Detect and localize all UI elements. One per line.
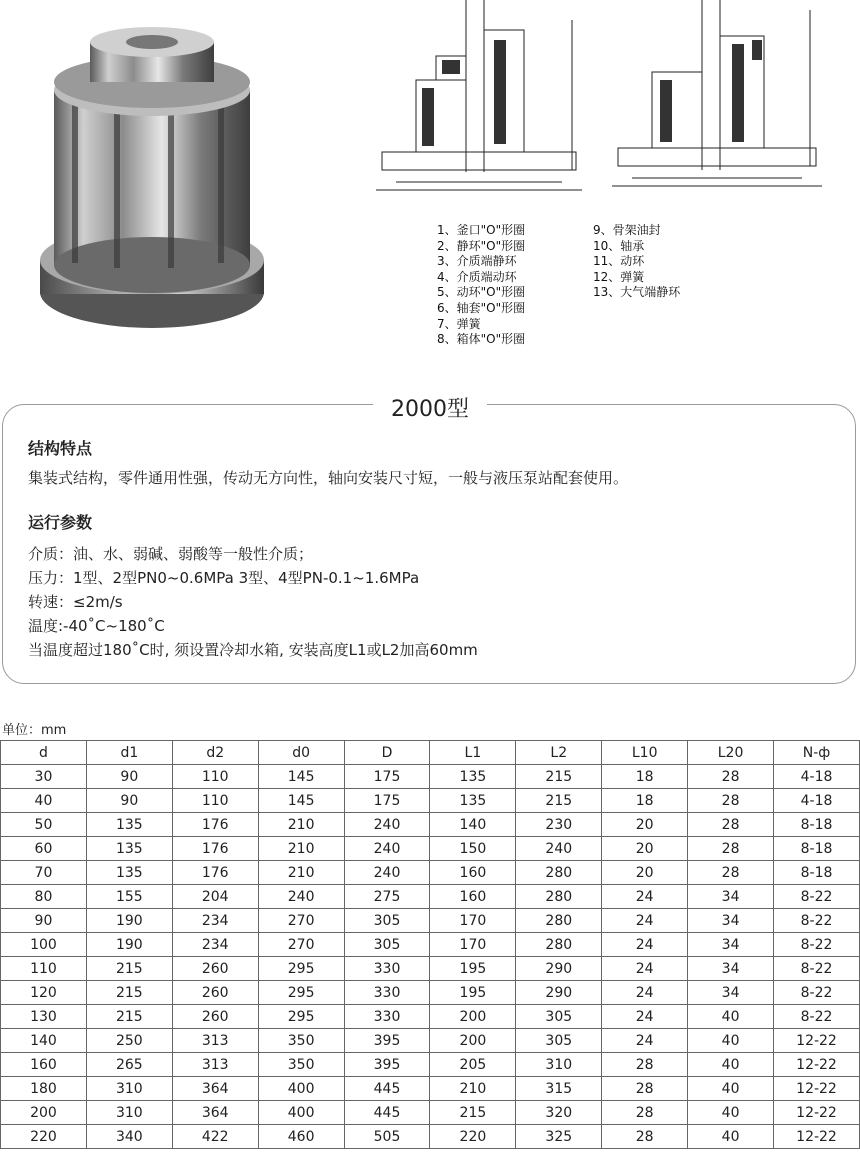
- table-cell: 4-18: [774, 765, 860, 789]
- table-cell: 210: [430, 1077, 516, 1101]
- table-cell: 28: [602, 1077, 688, 1101]
- table-cell: 34: [688, 957, 774, 981]
- column-header: d1: [86, 741, 172, 765]
- table-cell: 350: [258, 1029, 344, 1053]
- table-cell: 8-22: [774, 981, 860, 1005]
- table-cell: 340: [86, 1125, 172, 1149]
- table-cell: 215: [86, 1005, 172, 1029]
- table-cell: 90: [86, 789, 172, 813]
- table-cell: 4-18: [774, 789, 860, 813]
- param-line: 介质：油、水、弱碱、弱酸等一般性介质；: [28, 545, 314, 563]
- legend-item: 7、弹簧: [437, 316, 481, 331]
- legend-item: 3、介质端静环: [437, 254, 517, 269]
- table-cell: 275: [344, 885, 430, 909]
- table-cell: 28: [688, 765, 774, 789]
- table-cell: 130: [1, 1005, 87, 1029]
- table-cell: 270: [258, 909, 344, 933]
- table-cell: 176: [172, 861, 258, 885]
- table-cell: 265: [86, 1053, 172, 1077]
- legend-item: 11、动环: [593, 254, 645, 269]
- table-row: [1, 1029, 860, 1053]
- table-cell: 395: [344, 1029, 430, 1053]
- table-cell: 8-18: [774, 813, 860, 837]
- table-cell: 8-22: [774, 885, 860, 909]
- table-cell: 12-22: [774, 1029, 860, 1053]
- table-cell: 12-22: [774, 1077, 860, 1101]
- table-row: [1, 765, 860, 789]
- table-cell: 215: [86, 957, 172, 981]
- table-cell: 135: [430, 765, 516, 789]
- table-cell: 28: [602, 1101, 688, 1125]
- table-cell: 190: [86, 909, 172, 933]
- column-header: L2: [516, 741, 602, 765]
- table-cell: 34: [688, 909, 774, 933]
- table-cell: 305: [516, 1005, 602, 1029]
- legend-item: 1、釜口"O"形圈: [437, 223, 526, 237]
- table-cell: 110: [172, 789, 258, 813]
- table-cell: 250: [86, 1029, 172, 1053]
- table-cell: 330: [344, 957, 430, 981]
- table-row: [1, 957, 860, 981]
- table-cell: 330: [344, 1005, 430, 1029]
- table-cell: 260: [172, 981, 258, 1005]
- table-cell: 24: [602, 1029, 688, 1053]
- table-cell: 30: [1, 765, 87, 789]
- table-cell: 160: [430, 861, 516, 885]
- table-cell: 260: [172, 1005, 258, 1029]
- table-cell: 40: [688, 1101, 774, 1125]
- table-cell: 150: [430, 837, 516, 861]
- table-cell: 8-18: [774, 861, 860, 885]
- table-row: [1, 789, 860, 813]
- table-cell: 200: [1, 1101, 87, 1125]
- table-cell: 305: [516, 1029, 602, 1053]
- table-cell: 215: [516, 765, 602, 789]
- table-cell: 12-22: [774, 1101, 860, 1125]
- table-cell: 205: [430, 1053, 516, 1077]
- param-line: 压力：1型、2型PN0~0.6MPa 3型、4型PN-0.1~1.6MPa: [28, 569, 420, 587]
- table-cell: 330: [344, 981, 430, 1005]
- legend-item: 12、弹簧: [593, 269, 645, 284]
- table-cell: 24: [602, 909, 688, 933]
- table-cell: 120: [1, 981, 87, 1005]
- table-cell: 195: [430, 981, 516, 1005]
- table-cell: 215: [516, 789, 602, 813]
- table-cell: 40: [688, 1053, 774, 1077]
- section-title-parameters: 运行参数: [28, 513, 93, 532]
- table-cell: 28: [688, 861, 774, 885]
- table-cell: 400: [258, 1101, 344, 1125]
- table-cell: 422: [172, 1125, 258, 1149]
- table-cell: 305: [344, 909, 430, 933]
- table-cell: 135: [86, 813, 172, 837]
- table-cell: 325: [516, 1125, 602, 1149]
- table-cell: 310: [86, 1101, 172, 1125]
- table-cell: 18: [602, 789, 688, 813]
- table-cell: 280: [516, 909, 602, 933]
- table-cell: 34: [688, 981, 774, 1005]
- table-cell: 170: [430, 909, 516, 933]
- structure-text: 集装式结构，零件通用性强，传动无方向性，轴向安装尺寸短，一般与液压泵站配套使用。: [28, 469, 629, 487]
- table-row: [1, 1053, 860, 1077]
- table-cell: 290: [516, 981, 602, 1005]
- table-cell: 34: [688, 933, 774, 957]
- table-cell: 8-18: [774, 837, 860, 861]
- table-cell: 135: [86, 837, 172, 861]
- table-cell: 364: [172, 1101, 258, 1125]
- legend-item: 8、箱体"O"形圈: [437, 332, 526, 347]
- table-cell: 24: [602, 885, 688, 909]
- table-cell: 24: [602, 981, 688, 1005]
- table-row: [1, 981, 860, 1005]
- table-cell: 350: [258, 1053, 344, 1077]
- dimension-table: [0, 740, 860, 1149]
- table-cell: 313: [172, 1029, 258, 1053]
- table-row: [1, 813, 860, 837]
- table-cell: 140: [430, 813, 516, 837]
- legend-item: 2、静环"O"形圈: [437, 238, 526, 253]
- table-cell: 18: [602, 765, 688, 789]
- table-cell: 155: [86, 885, 172, 909]
- table-cell: 24: [602, 933, 688, 957]
- table-cell: 140: [1, 1029, 87, 1053]
- table-header-row: [1, 741, 860, 765]
- table-cell: 280: [516, 861, 602, 885]
- table-cell: 8-22: [774, 1005, 860, 1029]
- table-cell: 505: [344, 1125, 430, 1149]
- table-cell: 234: [172, 909, 258, 933]
- table-cell: 260: [172, 957, 258, 981]
- table-cell: 170: [430, 933, 516, 957]
- legend-item: 9、骨架油封: [593, 223, 661, 237]
- table-cell: 320: [516, 1101, 602, 1125]
- table-cell: 305: [344, 933, 430, 957]
- table-cell: 70: [1, 861, 87, 885]
- table-cell: 295: [258, 1005, 344, 1029]
- table-cell: 270: [258, 933, 344, 957]
- table-row: [1, 1101, 860, 1125]
- seal-cross-section-diagram-a: [376, 0, 582, 205]
- table-cell: 24: [602, 1005, 688, 1029]
- param-line: 温度:-40˚C~180˚C: [28, 617, 165, 635]
- table-cell: 190: [86, 933, 172, 957]
- table-cell: 290: [516, 957, 602, 981]
- table-cell: 90: [1, 909, 87, 933]
- table-cell: 40: [688, 1005, 774, 1029]
- table-cell: 215: [86, 981, 172, 1005]
- table-cell: 295: [258, 981, 344, 1005]
- table-body: [1, 765, 860, 1149]
- table-row: [1, 1005, 860, 1029]
- table-cell: 160: [430, 885, 516, 909]
- table-cell: 20: [602, 813, 688, 837]
- table-cell: 445: [344, 1101, 430, 1125]
- table-cell: 145: [258, 765, 344, 789]
- table-cell: 315: [516, 1077, 602, 1101]
- table-cell: 445: [344, 1077, 430, 1101]
- table-cell: 28: [602, 1125, 688, 1149]
- table-cell: 12-22: [774, 1053, 860, 1077]
- table-cell: 395: [344, 1053, 430, 1077]
- table-cell: 310: [86, 1077, 172, 1101]
- legend-item: 4、介质端动环: [437, 269, 517, 284]
- param-line: 转速：≤2m/s: [28, 593, 123, 611]
- table-cell: 34: [688, 885, 774, 909]
- column-header: N-ф: [774, 741, 860, 765]
- table-cell: 200: [430, 1029, 516, 1053]
- table-cell: 215: [430, 1101, 516, 1125]
- table-row: [1, 933, 860, 957]
- table-cell: 110: [1, 957, 87, 981]
- table-cell: 240: [344, 837, 430, 861]
- table-cell: 135: [86, 861, 172, 885]
- column-header: L1: [430, 741, 516, 765]
- table-cell: 8-22: [774, 957, 860, 981]
- table-cell: 40: [1, 789, 87, 813]
- legend-item: 5、动环"O"形圈: [437, 285, 526, 300]
- table-cell: 28: [688, 837, 774, 861]
- table-cell: 160: [1, 1053, 87, 1077]
- column-header: L20: [688, 741, 774, 765]
- table-cell: 28: [688, 813, 774, 837]
- table-cell: 210: [258, 861, 344, 885]
- table-cell: 210: [258, 813, 344, 837]
- table-cell: 310: [516, 1053, 602, 1077]
- legend-item: 13、大气端静环: [593, 285, 681, 300]
- table-cell: 28: [602, 1053, 688, 1077]
- table-cell: 176: [172, 813, 258, 837]
- table-cell: 364: [172, 1077, 258, 1101]
- table-cell: 180: [1, 1077, 87, 1101]
- table-cell: 400: [258, 1077, 344, 1101]
- table-cell: 20: [602, 861, 688, 885]
- table-cell: 210: [258, 837, 344, 861]
- table-cell: 313: [172, 1053, 258, 1077]
- table-cell: 90: [86, 765, 172, 789]
- seal-product-photo: [28, 20, 276, 340]
- table-cell: 175: [344, 765, 430, 789]
- column-header: d: [1, 741, 87, 765]
- unit-label: 单位：mm: [2, 723, 67, 738]
- legend-item: 10、轴承: [593, 238, 645, 253]
- param-line: 当温度超过180˚C时, 须设置冷却水箱, 安装高度L1或L2加高60mm: [28, 641, 478, 659]
- table-cell: 220: [430, 1125, 516, 1149]
- table-cell: 24: [602, 957, 688, 981]
- section-title-structure: 结构特点: [28, 439, 93, 458]
- table-row: [1, 1125, 860, 1149]
- table-cell: 110: [172, 765, 258, 789]
- table-cell: 295: [258, 957, 344, 981]
- table-cell: 240: [344, 861, 430, 885]
- table-cell: 40: [688, 1077, 774, 1101]
- table-cell: 50: [1, 813, 87, 837]
- table-cell: 28: [688, 789, 774, 813]
- table-cell: 234: [172, 933, 258, 957]
- table-cell: 8-22: [774, 909, 860, 933]
- table-cell: 195: [430, 957, 516, 981]
- table-cell: 40: [688, 1029, 774, 1053]
- parts-legend-left: [437, 223, 525, 348]
- table-row: [1, 1077, 860, 1101]
- table-cell: 40: [688, 1125, 774, 1149]
- table-cell: 460: [258, 1125, 344, 1149]
- table-cell: 280: [516, 885, 602, 909]
- table-cell: 60: [1, 837, 87, 861]
- column-header: D: [344, 741, 430, 765]
- column-header: d2: [172, 741, 258, 765]
- column-header: d0: [258, 741, 344, 765]
- table-cell: 204: [172, 885, 258, 909]
- column-header: L10: [602, 741, 688, 765]
- model-title: 2000型: [0, 392, 860, 423]
- seal-cross-section-diagram-b: [612, 0, 822, 205]
- table-row: [1, 837, 860, 861]
- table-cell: 280: [516, 933, 602, 957]
- table-row: [1, 909, 860, 933]
- table-row: [1, 885, 860, 909]
- legend-item: 6、轴套"O"形圈: [437, 300, 526, 315]
- table-cell: 240: [344, 813, 430, 837]
- table-cell: 8-22: [774, 933, 860, 957]
- table-cell: 145: [258, 789, 344, 813]
- table-cell: 175: [344, 789, 430, 813]
- table-cell: 220: [1, 1125, 87, 1149]
- table-cell: 12-22: [774, 1125, 860, 1149]
- table-cell: 240: [258, 885, 344, 909]
- table-cell: 176: [172, 837, 258, 861]
- table-row: [1, 861, 860, 885]
- parts-legend-right: [593, 223, 680, 301]
- table-cell: 135: [430, 789, 516, 813]
- table-cell: 240: [516, 837, 602, 861]
- table-cell: 200: [430, 1005, 516, 1029]
- table-cell: 20: [602, 837, 688, 861]
- table-cell: 100: [1, 933, 87, 957]
- table-cell: 80: [1, 885, 87, 909]
- table-cell: 230: [516, 813, 602, 837]
